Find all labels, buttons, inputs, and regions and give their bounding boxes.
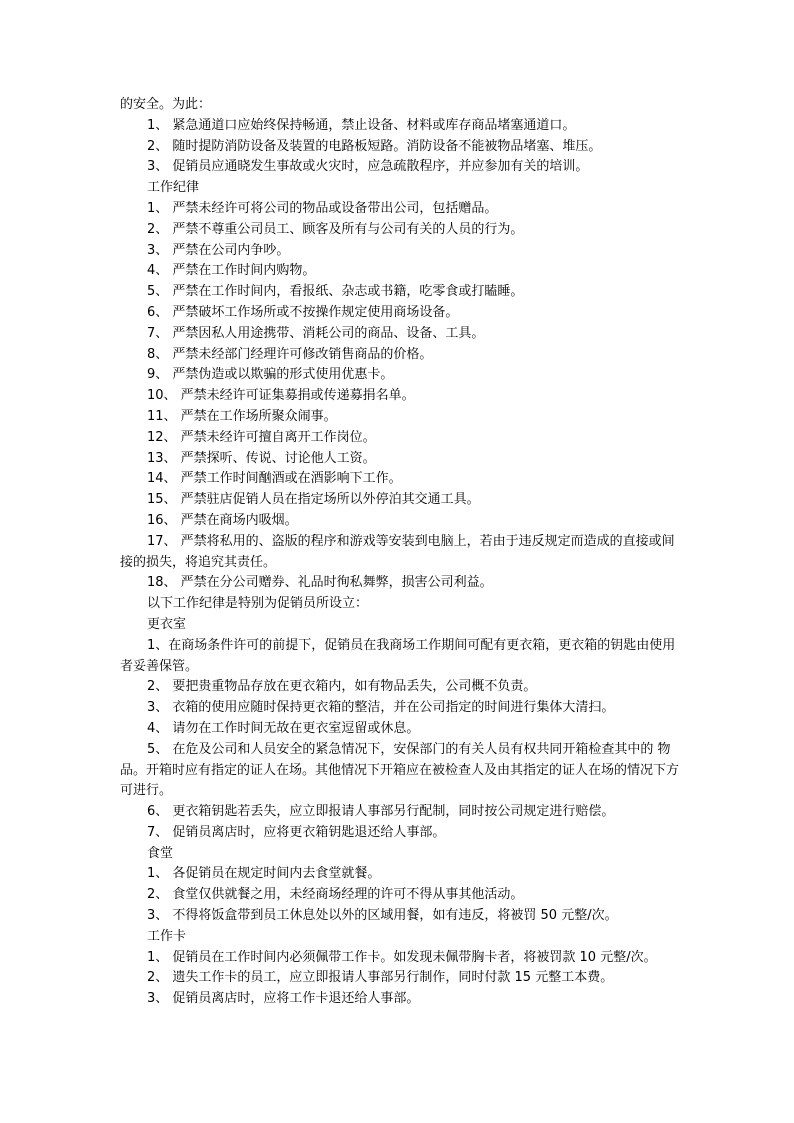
- discipline-item: 12、 严禁未经许可擅自离开工作岗位。: [147, 429, 376, 445]
- section-heading-canteen: 食堂: [147, 845, 174, 861]
- section-heading-discipline: 工作纪律: [147, 180, 200, 196]
- document-body: [120, 95, 680, 1010]
- discipline-item: 14、 严禁工作时间酗酒或在酒影响下工作。: [147, 471, 402, 487]
- discipline-item: 10、 严禁未经许可证集募捐或传递募捐名单。: [147, 388, 415, 404]
- discipline-item: 11、 严禁在工作场所聚众闹事。: [147, 408, 337, 424]
- discipline-item: 3、 严禁在公司内争吵。: [147, 242, 290, 258]
- discipline-item: 6、 严禁破坏工作场所或不按操作规定使用商场设备。: [147, 304, 459, 320]
- discipline-item: 9、 严禁伪造或以欺骗的形式使用优惠卡。: [147, 367, 394, 383]
- section-heading-badge: 工作卡: [147, 928, 187, 944]
- canteen-item: 2、 食堂仅供就餐之用，未经商场经理的许可不得从事其他活动。: [147, 887, 524, 903]
- discipline-item: 4、 严禁在工作时间内购物。: [147, 263, 316, 279]
- discipline-item: 1、 严禁未经许可将公司的物品或设备带出公司，包括赠品。: [147, 200, 498, 216]
- locker-item: 1、在商场条件许可的前提下，促销员在我商场工作期间可配有更衣箱，更衣箱的钥匙由使用者妥善保管。: [120, 637, 676, 674]
- discipline-item: 15、 严禁驻店促销人员在指定场所以外停泊其交通工具。: [147, 492, 480, 508]
- safety-item: 1、 紧急通道口应始终保持畅通，禁止设备、材料或库存商品堵塞通道口。: [147, 117, 576, 133]
- section-heading-locker: 更衣室: [147, 616, 187, 632]
- discipline-item: 2、 严禁不尊重公司员工、顾客及所有与公司有关的人员的行为。: [147, 221, 524, 237]
- locker-item: 7、 促销员离店时，应将更衣箱钥匙退还给人事部。: [147, 824, 446, 840]
- intro-line: 的安全。为此：: [120, 97, 212, 112]
- discipline-item: 18、 严禁在分公司赠券、礼品时徇私舞弊，损害公司利益。: [147, 575, 493, 591]
- locker-item: 4、 请勿在工作时间无故在更衣室逗留或休息。: [147, 720, 420, 736]
- discipline-item: 7、 严禁因私人用途携带、消耗公司的商品、设备、工具。: [147, 325, 485, 341]
- discipline-item: 13、 严禁探听、传说、讨论他人工资。: [147, 450, 376, 466]
- badge-item: 1、 促销员在工作时间内必须佩带工作卡。如发现未佩带胸卡者，将被罚款 10 元整/次。: [147, 949, 657, 965]
- locker-item: 3、 衣箱的使用应随时保持更衣箱的整洁，并在公司指定的时间进行集体大清扫。: [147, 700, 615, 716]
- discipline-item: 16、 严禁在商场内吸烟。: [147, 512, 298, 528]
- canteen-item: 1、 各促销员在规定时间内去食堂就餐。: [147, 866, 381, 882]
- safety-item: 3、 促销员应通晓发生事故或火灾时，应急疏散程序，并应参加有关的培训。: [147, 159, 589, 175]
- badge-item: 2、 遗失工作卡的员工，应立即报请人事部另行制作，同时付款 15 元整工本费。: [147, 970, 614, 986]
- discipline-note: 以下工作纪律是特别为促销员所设立：: [147, 596, 369, 612]
- discipline-item: 5、 严禁在工作时间内，看报纸、杂志或书籍，吃零食或打瞌睡。: [147, 284, 524, 300]
- canteen-item: 3、 不得将饭盒带到员工休息处以外的区域用餐，如有违反，将被罚 50 元整/次。: [147, 908, 618, 924]
- safety-item: 2、 随时提防消防设备及装置的电路板短路。消防设备不能被物品堵塞、堆压。: [147, 138, 602, 154]
- badge-item: 3、 促销员离店时，应将工作卡退还给人事部。: [147, 991, 420, 1007]
- locker-item: 2、 要把贵重物品存放在更衣箱内，如有物品丢失，公司概不负责。: [147, 679, 537, 695]
- discipline-item: 17、 严禁将私用的、盗版的程序和游戏等安装到电脑上，若由于违反规定而造成的直接或间接的损失，将追究其责任。: [120, 533, 675, 570]
- locker-item: 6、 更衣箱钥匙若丢失，应立即报请人事部另行配制，同时按公司规定进行赔偿。: [147, 804, 615, 820]
- discipline-item: 8、 严禁未经部门经理许可修改销售商品的价格。: [147, 346, 433, 362]
- locker-item: 5、 在危及公司和人员安全的紧急情况下，安保部门的有关人员有权共同开箱检查其中的 物品。开箱时应有指定的证人在场。其他情况下开箱应在被检查人及由其指定的证人在场的情况下方可进行。: [120, 741, 680, 799]
